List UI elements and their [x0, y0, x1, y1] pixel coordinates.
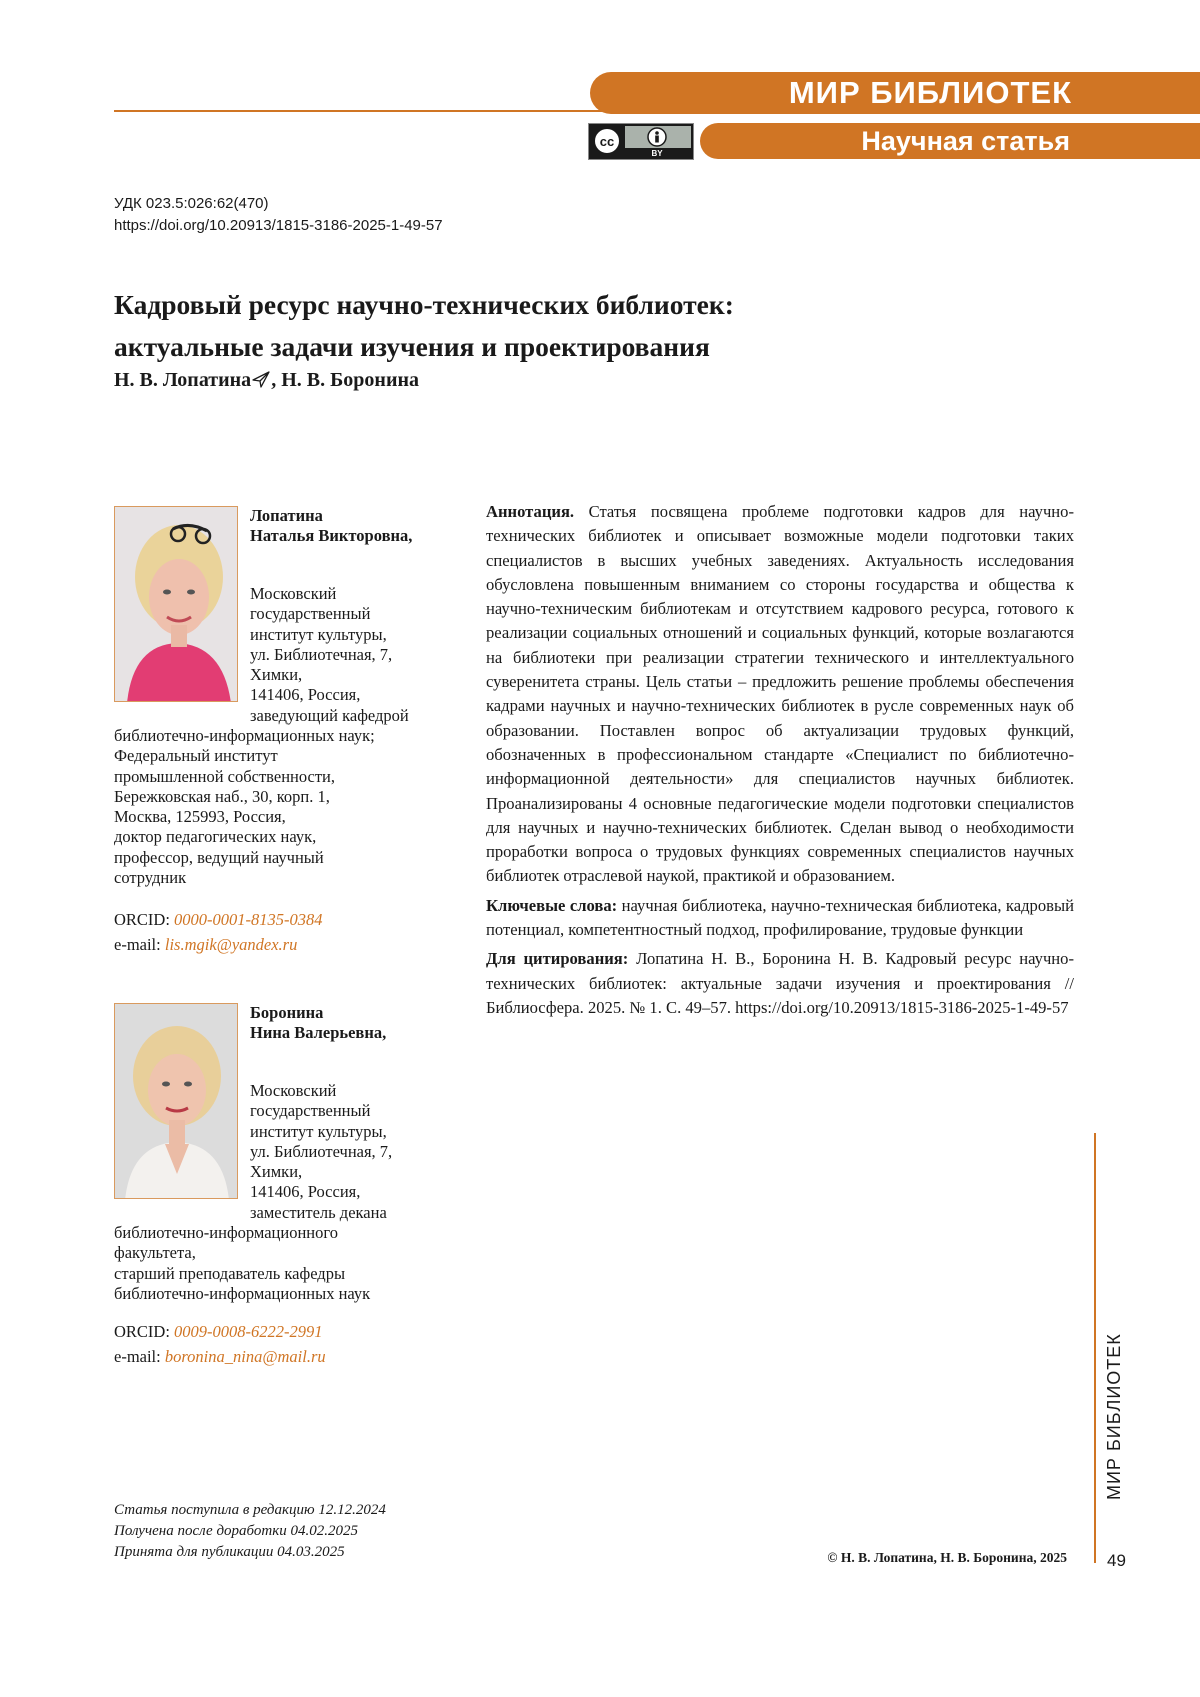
svg-text:BY: BY [651, 149, 663, 158]
affiliation-line: заместитель декана [250, 1202, 387, 1222]
title-line: Кадровый ресурс научно-технических библиотек: [114, 289, 734, 320]
affiliation-line: профессор, ведущий научный [114, 847, 324, 867]
keywords-text: научная библиотека, научно-техническая библиотека, кадровый потенциал, компетентностный подход, профилирование, трудовые функции [486, 895, 1074, 940]
orcid-link[interactable]: 0000-0001-8135-0384 [174, 910, 323, 929]
header-rule [114, 110, 614, 112]
abstract-column [486, 500, 1074, 1025]
cc-by-license-icon[interactable] [588, 123, 694, 160]
citation-label: Для цитирования: [486, 949, 629, 969]
submission-dates [114, 1500, 386, 1563]
affiliation-line: Московский [250, 1081, 337, 1100]
email-label: e-mail: [114, 934, 165, 954]
page-number: 49 [1107, 1551, 1126, 1570]
affiliation-line: 141406, Россия, [250, 685, 361, 705]
affiliation-line: библиотечно-информационных наук; [114, 726, 375, 745]
doi-link[interactable]: https://doi.org/10.20913/1815-3186-2025-1-49-57 [114, 217, 443, 234]
affiliation-line: промышленной собственности, [114, 766, 336, 786]
keywords-label: Ключевые слова: [486, 895, 618, 915]
corresponding-author-icon [251, 370, 271, 388]
author-name: , Н. В. Боронина [271, 369, 419, 391]
affiliation-line: Федеральный институт [114, 746, 278, 766]
author-affiliation [250, 1081, 392, 1223]
affiliation-line: библиотечно-информационного [114, 1223, 338, 1242]
author-photo-boronina [114, 1003, 238, 1199]
author-affiliation [250, 584, 409, 726]
keywords [486, 894, 1074, 943]
journal-title: МИР БИБЛИОТЕК [788, 75, 1072, 110]
affiliation-line: Бережковская наб., 30, корп. 1, [114, 786, 330, 806]
email-link[interactable]: boronina_nina@mail.ru [164, 1346, 326, 1366]
affiliation-line: библиотечно-информационных наук [114, 1283, 371, 1303]
affiliation-line: Химки, [250, 665, 303, 685]
author-photo-lopatina [114, 506, 238, 702]
author-surname: Лопатина [250, 506, 323, 525]
author-name: Н. В. Лопатина [114, 369, 252, 391]
affiliation-line: Московский [250, 584, 337, 603]
email-link[interactable]: lis.mgik@yandex.ru [164, 934, 298, 954]
article-meta [114, 193, 443, 237]
affiliation-line: Химки, [250, 1162, 303, 1182]
abstract-label: Аннотация. [486, 502, 575, 521]
affiliation-line: 141406, Россия, [250, 1182, 361, 1202]
citation-text: Лопатина Н. В., Боронина Н. В. Кадровый ресурс научно-технических библиотек: актуальные задачи изучения и проектирования // Библиосфера. 2025. № 1. С. 49–57. https://doi.org/10.20913/1815-3186-2025-1-49-57 [486, 949, 1075, 1017]
side-rule [1094, 1133, 1096, 1563]
copyright-notice: © Н. В. Лопатина, Н. В. Боронина, 2025 [827, 1550, 1067, 1565]
svg-text:cc: cc [599, 134, 615, 149]
date-line: Статья поступила в редакцию 12.12.2024 [114, 1502, 386, 1518]
author-given-name: Нина Валерьевна, [250, 1023, 387, 1042]
title-line: актуальные задачи изучения и проектирования [114, 331, 710, 362]
affiliation-line: государственный [250, 1101, 371, 1121]
article-title [114, 284, 1014, 368]
orcid-link[interactable]: 0009-0008-6222-2991 [174, 1322, 323, 1341]
email-label: e-mail: [114, 1346, 165, 1366]
abstract-text: Статья посвящена проблеме подготовки кадров для научно-технических библиотек и описывает возможные модели подготовки таких специалистов в высших учебных заведениях. Актуальность исследования обусловлена повышенным вниманием со стороны государства и общества к научно-техническим библиотекам и отсутствием кадрового ресурса, готового к реализации социальных отношений и социальных функций, которые возлагаются на библиотеки при реализации стратегии технического и интеллектуального суверенитета страны. Цель статьи – предложить решение проблемы обеспечения кадрами научных и научно-технических библиотек в русле современных наук об образовании. Поставлен вопрос об актуализации трудовых функций, обозначенных в профессиональном стандарте «Специалист по библиотечно-информационной деятельности» для специалистов научных библиотек. Проанализированы 4 основные педагогические модели подготовки специалистов для научных и научно-технических библиотек. Сделан вывод о необходимости проработки вопроса о трудовых функциях современных специалистов научных библиотек отраслевой наукой, практикой и образованием. [486, 502, 1074, 886]
affiliation-line: ул. Библиотечная, 7, [250, 644, 393, 664]
author-given-name: Наталья Викторовна, [250, 526, 413, 545]
affiliation-line: доктор педагогических наук, [114, 827, 317, 847]
affiliation-line: государственный [250, 604, 371, 624]
affiliation-line: институт культуры, [250, 624, 387, 644]
author-contacts [114, 908, 323, 957]
affiliation-line: старший преподаватель кафедры [114, 1263, 346, 1283]
affiliation-line: ул. Библиотечная, 7, [250, 1141, 393, 1161]
side-journal-label: МИР БИБЛИОТЕК [1104, 1333, 1124, 1500]
date-line: Получена после доработки 04.02.2025 [114, 1523, 358, 1539]
affiliation-line: сотрудник [114, 868, 187, 888]
author-affiliation-continued [114, 1223, 370, 1304]
affiliation-line: заведующий кафедрой [250, 705, 409, 725]
article-type: Научная статья [861, 126, 1070, 156]
orcid-label: ORCID: [114, 910, 175, 929]
abstract [486, 500, 1074, 889]
author-name-block [250, 1003, 386, 1043]
author-contacts [114, 1320, 326, 1369]
author-name-block [250, 506, 412, 546]
author-line [114, 369, 419, 392]
orcid-label: ORCID: [114, 1322, 175, 1341]
affiliation-line: факультета, [114, 1243, 196, 1263]
citation [486, 947, 1074, 1020]
affiliation-line: институт культуры, [250, 1121, 387, 1141]
udk-code: УДК 023.5:026:62(470) [114, 195, 269, 212]
affiliation-line: Москва, 125993, Россия, [114, 807, 286, 827]
author-surname: Боронина [250, 1003, 324, 1022]
date-line: Принята для публикации 04.03.2025 [114, 1544, 345, 1560]
author-affiliation-continued [114, 726, 375, 888]
